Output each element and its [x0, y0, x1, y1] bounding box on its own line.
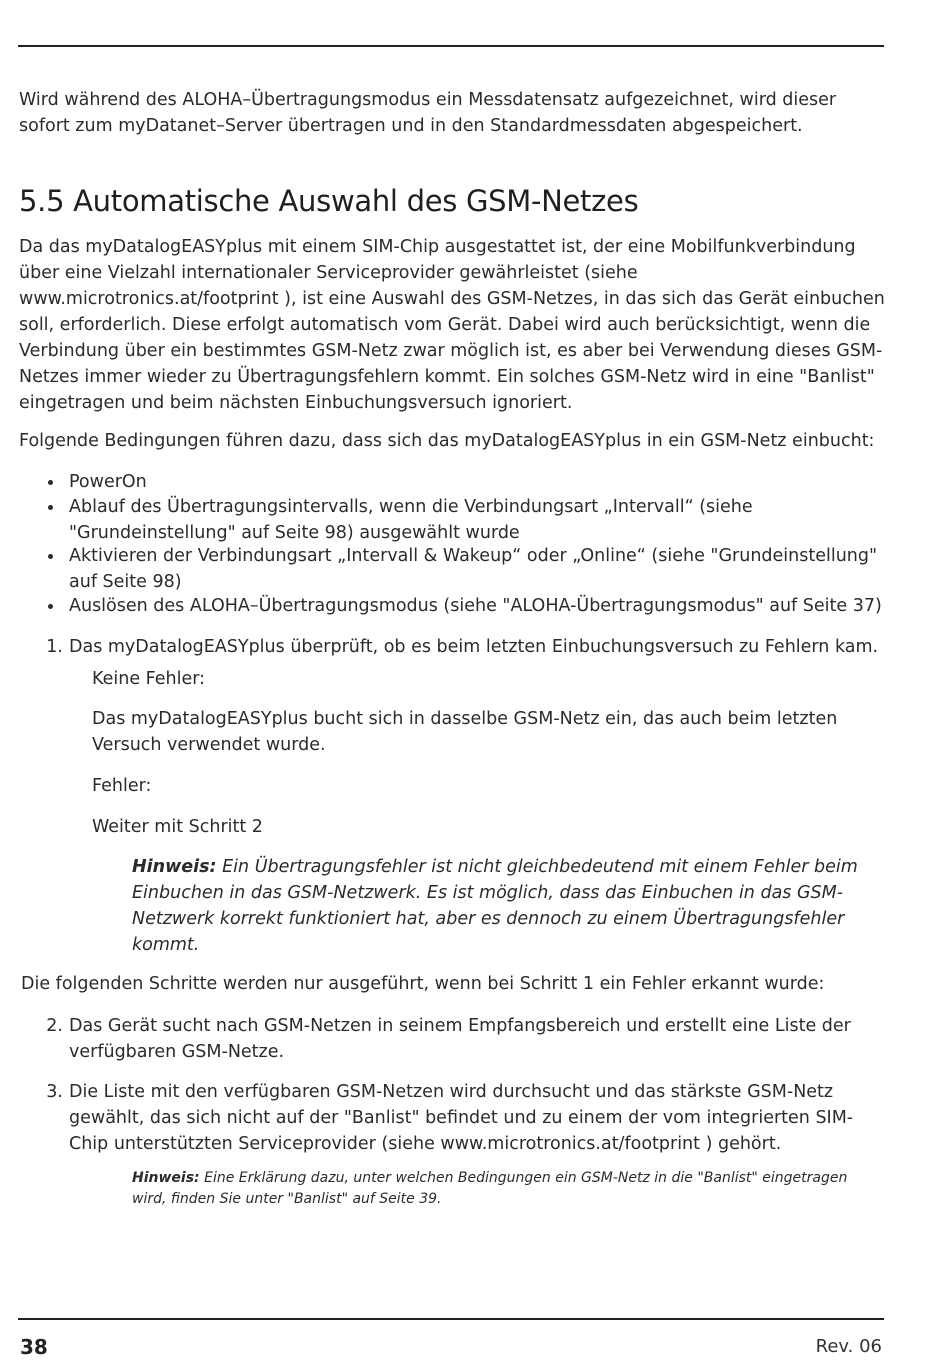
body-paragraph-3: Die folgenden Schritte werden nur ausgeführt, wenn bei Schritt 1 ein Fehler erkannt wurde:	[21, 974, 825, 994]
step-2	[46, 1013, 889, 1065]
no-error-label: Keine Fehler:	[92, 669, 206, 689]
bullet-item: Auslösen des ALOHA–Übertragungsmodus (siehe "ALOHA-Übertragungsmodus" auf Seite 37)	[69, 593, 889, 619]
step-text: Die Liste mit den verfügbaren GSM-Netzen wird durchsucht und das stärkste GSM-Netz gewählt, das sich nicht auf der "Banlist" befindet und zu einem der vom integrierten SIM-Chip unterstützten Serviceprovider (siehe www.microtronics.at/footprint ) gehört.	[69, 1082, 854, 1154]
footer-rule	[18, 1318, 884, 1320]
section-heading: 5.5 Automatische Auswahl des GSM-Netzes	[19, 184, 639, 218]
body-paragraph-1: Da das myDatalogEASYplus mit einem SIM-Chip ausgestattet ist, der eine Mobilfunkverbindung über eine Vielzahl internationaler Serviceprovider gewährleistet (siehe www.microtronics.at/footprint ), ist eine Auswahl des GSM-Netzes, in das sich das Gerät einbuchen soll, erforderlich. Diese erfolgt automatisch vom Gerät. Dabei wird auch berücksichtigt, wenn die Verbindung über ein bestimmtes GSM-Netz zwar möglich ist, es aber bei Verwendung dieses GSM-Netzes immer wieder zu Übertragungsfehlern kommt. Ein solches GSM-Netz wird in eine "Banlist" eingetragen und beim nächsten Einbuchungsversuch ignoriert.	[19, 237, 885, 413]
note-1	[132, 854, 882, 958]
step-text: Das Gerät sucht nach GSM-Netzen in seinem Empfangsbereich und erstellt eine Liste der verfügbaren GSM-Netze.	[69, 1016, 851, 1062]
note-label: Hinweis:	[132, 857, 217, 877]
note-text: Ein Übertragungsfehler ist nicht gleichbedeutend mit einem Fehler beim Einbuchen in das GSM-Netzwerk. Es ist möglich, dass das Einbuchen in das GSM-Netzwerk korrekt funktioniert hat, aber es dennoch zu einem Übertragungsfehler kommt.	[132, 857, 858, 955]
note-2	[132, 1168, 882, 1210]
revision-label: Rev. 06	[815, 1336, 882, 1357]
note-text: Eine Erklärung dazu, unter welchen Bedingungen ein GSM-Netz in die "Banlist" eingetragen wird, finden Sie unter "Banlist" auf Seite 39.	[132, 1170, 848, 1207]
intro-paragraph: Wird während des ALOHA–Übertragungsmodus ein Messdatensatz aufgezeichnet, wird dieser sofort zum myDatanet–Server übertragen und in den Standardmessdaten abgespeichert.	[19, 90, 837, 136]
step-1	[46, 634, 889, 660]
bullet-item: Ablauf des Übertragungsintervalls, wenn die Verbindungsart „Intervall“ (siehe "Grundeinstellung" auf Seite 98) ausgewählt wurde	[69, 494, 889, 546]
note-label: Hinweis:	[132, 1170, 200, 1186]
error-label: Fehler:	[92, 776, 152, 796]
body-paragraph-2: Folgende Bedingungen führen dazu, dass sich das myDatalogEASYplus in ein GSM-Netz einbucht:	[19, 431, 875, 451]
error-text: Weiter mit Schritt 2	[92, 817, 263, 837]
bullet-item: PowerOn	[69, 469, 889, 495]
header-rule	[18, 45, 884, 47]
step-number: 2.	[46, 1016, 63, 1036]
step-number: 1.	[46, 637, 63, 657]
no-error-text: Das myDatalogEASYplus bucht sich in dasselbe GSM-Netz ein, das auch beim letzten Versuch verwendet wurde.	[92, 709, 838, 755]
step-number: 3.	[46, 1082, 63, 1102]
step-3	[46, 1079, 889, 1157]
step-text: Das myDatalogEASYplus überprüft, ob es beim letzten Einbuchungsversuch zu Fehlern kam.	[69, 637, 879, 657]
page-number: 38	[20, 1335, 48, 1359]
bullet-item: Aktivieren der Verbindungsart „Intervall & Wakeup“ oder „Online“ (siehe "Grundeinstellung" auf Seite 98)	[69, 543, 889, 595]
